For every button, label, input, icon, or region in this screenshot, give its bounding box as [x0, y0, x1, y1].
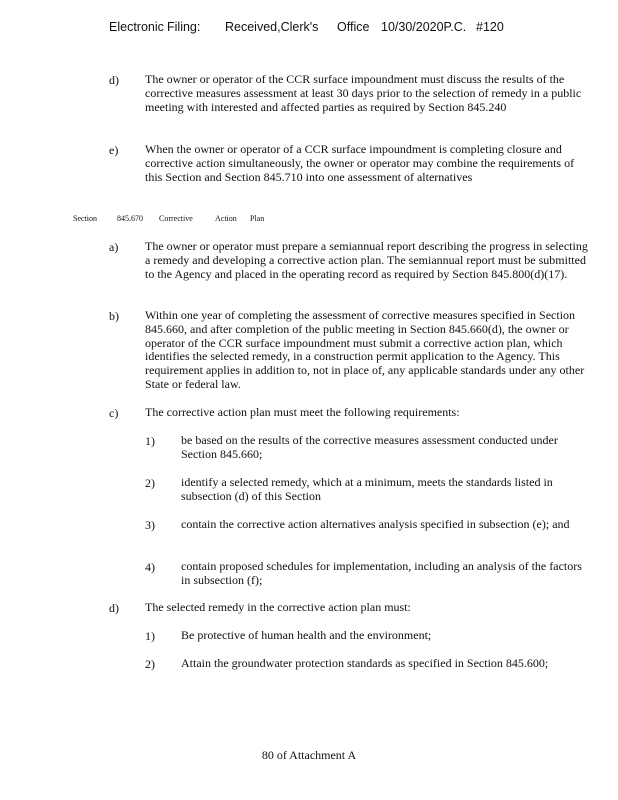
item-text: The selected remedy in the corrective action plan must:	[145, 600, 411, 614]
item-label: d)	[109, 601, 119, 615]
section-title-3: Plan	[250, 214, 265, 223]
header-date: 10/30/2020P.C.	[381, 20, 467, 34]
section-heading	[73, 214, 264, 223]
item-label: e)	[109, 143, 119, 157]
filing-header	[109, 20, 504, 34]
header-electronic: Electronic	[109, 20, 164, 34]
item-label: c)	[109, 406, 119, 420]
section-number: 845.670	[117, 214, 143, 223]
header-office: Office	[337, 20, 370, 34]
item-label: a)	[109, 240, 119, 254]
section-title-2: Action	[215, 214, 237, 223]
section-title-1: Corrective	[159, 214, 193, 223]
subitem-text: Attain the groundwater protection standards as specified in Section 845.600;	[181, 656, 549, 670]
subitem-label: 2)	[145, 657, 155, 671]
page-footer: 80 of Attachment A	[261, 748, 357, 762]
item-label: b)	[109, 309, 119, 323]
subitem-label: 3)	[145, 518, 155, 532]
section-word: Section	[73, 214, 97, 223]
item-text: The owner or operator must prepare a semiannual report describing the progress in selecting a remedy and developing a corrective action plan. The semiannual report must be submitted to the Agency and placed in the operating record as required by Section 845.800(d)(17).	[145, 239, 588, 281]
subitem-text: contain the corrective action alternatives analysis specified in subsection (e); and	[181, 517, 570, 531]
subitem-label: 2)	[145, 476, 155, 490]
item-text: Within one year of completing the assessment of corrective measures specified in Section 845.660, and after completion of the public meeting in Section 845.660(d), the owner or operator of the CCR surface impoundment must submit a corrective action plan, which identifies the selected remedy, in a construction permit application to the Agency. This requirement applies in addition to, not in place of, any applicable standards under any other State or federal law.	[145, 308, 585, 391]
item-text: The corrective action plan must meet the following requirements:	[145, 405, 460, 419]
subitem-label: 4)	[145, 560, 155, 574]
header-number: #120	[476, 20, 504, 34]
item-text: When the owner or operator of a CCR surface impoundment is completing closure and corrective action simultaneously, the owner or operator may combine the requirements of this Section and Section 845.710 into one assessment of alternatives	[145, 142, 575, 184]
item-text: The owner or operator of the CCR surface impoundment must discuss the results of the corrective measures assessment at least 30 days prior to the selection of remedy in a public meeting with interested and affected parties as required by Section 845.240	[145, 72, 582, 114]
item-label: d)	[109, 73, 119, 87]
subitem-text: identify a selected remedy, which at a minimum, meets the standards listed in subsection (d) of this Section	[181, 475, 553, 503]
header-filing: Filing:	[167, 20, 201, 34]
subitem-text: contain proposed schedules for implementation, including an analysis of the factors in subsection (f);	[181, 559, 582, 587]
subitem-text: be based on the results of the corrective measures assessment conducted under Section 845.660;	[181, 433, 558, 461]
header-received: Received,Clerk's	[225, 20, 319, 34]
subitem-label: 1)	[145, 629, 155, 643]
subitem-label: 1)	[145, 434, 155, 448]
subitem-text: Be protective of human health and the environment;	[181, 628, 432, 642]
